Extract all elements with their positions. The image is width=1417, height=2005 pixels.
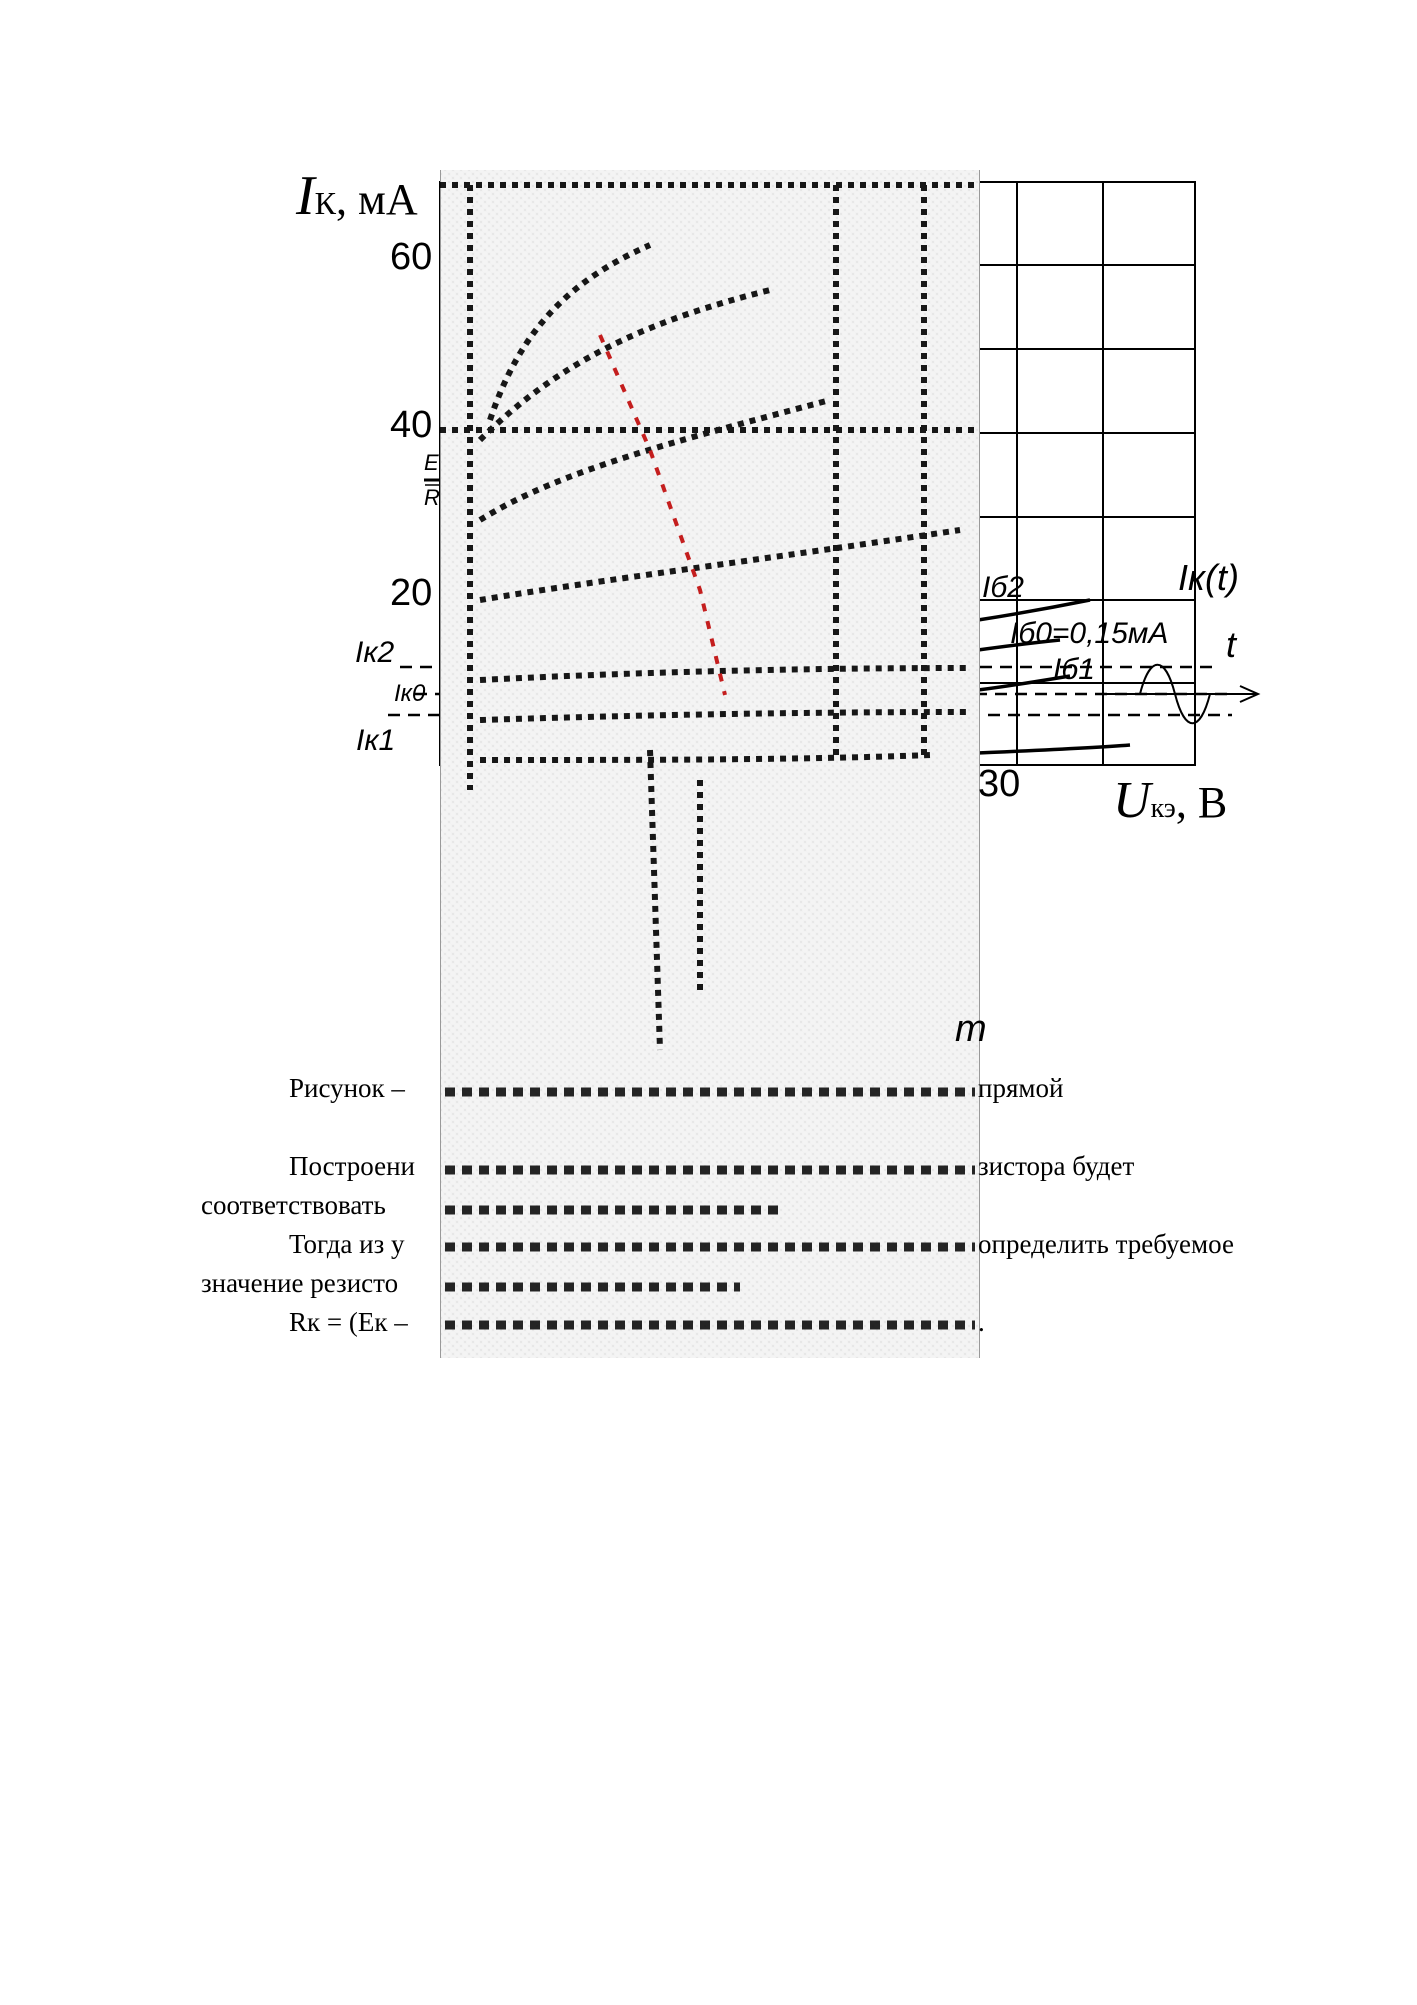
mosaic-dark-traces bbox=[440, 185, 978, 1050]
y-tick-20: 20 bbox=[390, 572, 433, 614]
paragraph-2-line2: значение резисто bbox=[201, 1268, 399, 1298]
figure-caption-right: прямой bbox=[978, 1073, 1064, 1103]
t-label: t bbox=[1226, 624, 1237, 665]
mosaic-trace bbox=[480, 290, 770, 440]
mosaic-trace bbox=[650, 750, 660, 1050]
paragraph-1-start: Построени bbox=[289, 1151, 415, 1181]
mosaic-trace bbox=[490, 245, 650, 420]
mosaic-trace bbox=[480, 755, 930, 760]
ik-t-label: Iк(t) bbox=[1178, 557, 1239, 598]
mosaic-trace bbox=[480, 400, 830, 520]
y-axis-label: IК, мА bbox=[296, 165, 418, 227]
load-line-red bbox=[600, 335, 725, 695]
figure-caption-left: Рисунок – bbox=[289, 1073, 405, 1103]
ik1-label: Iк1 bbox=[356, 724, 396, 757]
x-tick-30: 30 bbox=[978, 763, 1021, 805]
formula-end: . bbox=[978, 1307, 985, 1337]
mosaic-text-blocks bbox=[445, 1092, 975, 1325]
mosaic-trace bbox=[480, 712, 970, 720]
ik2-label: Iк2 bbox=[355, 636, 395, 669]
ib1-label: Iб1 bbox=[1053, 653, 1095, 686]
ib2-label: Iб2 bbox=[982, 571, 1024, 604]
er-denominator: R bbox=[424, 485, 440, 510]
paragraph-2-start: Тогда из у bbox=[289, 1229, 405, 1259]
mosaic-trace bbox=[480, 530, 960, 600]
paragraph-1-line2: соответствовать bbox=[201, 1190, 386, 1220]
formula-start: Rк = (Ек – bbox=[289, 1307, 408, 1337]
y-tick-40: 40 bbox=[390, 404, 433, 446]
ib0-label: Iб0=0,15мА bbox=[1010, 617, 1169, 650]
y-tick-60: 60 bbox=[390, 236, 433, 278]
x-axis-label: Uкэ, В bbox=[1113, 772, 1228, 829]
mosaic-trace bbox=[480, 668, 970, 680]
paragraph-1-end: зистора будет bbox=[978, 1151, 1135, 1181]
ik0-label: Iк0 bbox=[394, 680, 426, 707]
obscured-label-tail: m bbox=[955, 1008, 987, 1050]
er-numerator: E bbox=[424, 450, 439, 475]
paragraph-2-end: определить требуемое bbox=[978, 1229, 1234, 1259]
